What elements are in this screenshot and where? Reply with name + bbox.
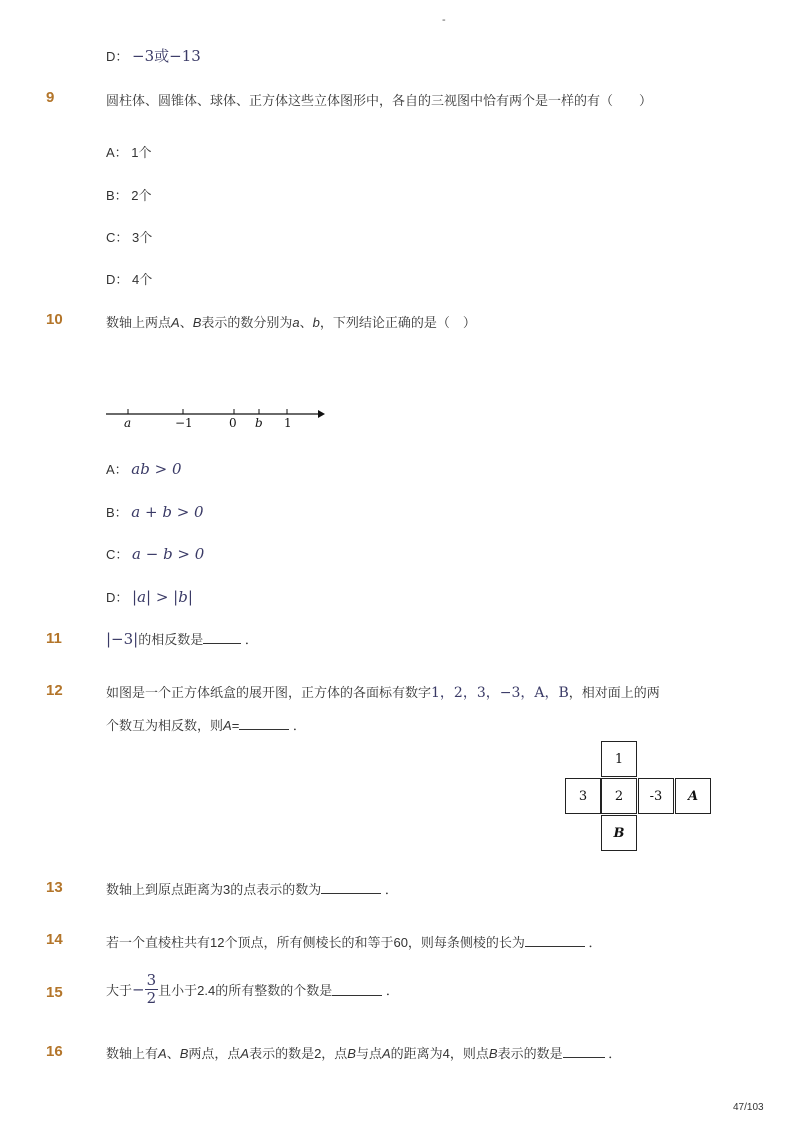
variable: b (312, 315, 320, 330)
option-value: ab > 0 (131, 460, 182, 478)
text-segment: ，下列结论正确的是（ ） (319, 315, 476, 330)
question-text-line2 (106, 715, 306, 734)
question-text (106, 1043, 621, 1062)
question-number: 13 (46, 879, 63, 896)
text-segment: 大于 (106, 983, 133, 998)
q10-option-a[interactable] (106, 459, 182, 478)
label-1: 1 (284, 416, 292, 430)
answer-blank[interactable] (203, 631, 241, 644)
text-segment: 表示的数是 (497, 1046, 563, 1061)
net-face-bottom: B (601, 815, 637, 851)
net-face-center: 2 (601, 778, 637, 814)
text-segment: ． (292, 718, 306, 733)
option-value: a + b > 0 (131, 503, 204, 521)
net-face-top: 1 (601, 741, 637, 777)
option-label: A： (106, 145, 128, 160)
option-value: 2个 (131, 188, 152, 203)
fraction-denominator: 2 (146, 989, 157, 1007)
label-a: a (124, 416, 132, 430)
question-text (106, 312, 476, 331)
text-segment: 、 (299, 315, 313, 330)
question-number: 16 (46, 1043, 63, 1060)
text-segment: 数轴上两点 (106, 315, 172, 330)
q10-option-d[interactable] (106, 587, 193, 606)
text-segment: 表示的数分别为 (201, 315, 293, 330)
number-line-figure (104, 400, 326, 432)
text-segment: 的相反数是 (138, 632, 204, 647)
net-face-right1: -3 (638, 778, 674, 814)
option-label: C： (106, 547, 129, 562)
arrow-icon (318, 410, 325, 418)
question-number: 15 (46, 984, 63, 1001)
math-expression: |−3| (106, 630, 139, 648)
variable: A (171, 315, 180, 330)
option-value: |a| > |b| (132, 588, 193, 606)
text-segment: 与点 (355, 1046, 382, 1061)
variable: B (192, 315, 202, 330)
text-segment: 两点，点 (188, 1046, 241, 1061)
option-label: B： (106, 505, 128, 520)
header-mark: - (442, 14, 446, 26)
text-segment: 数轴上有 (106, 1046, 159, 1061)
fraction (145, 972, 159, 1007)
question-number: 12 (46, 682, 63, 699)
option-label: A： (106, 462, 128, 477)
option-value: −3或−13 (132, 47, 201, 65)
cube-net-figure (565, 741, 713, 852)
q9-option-d[interactable] (106, 269, 152, 288)
text-segment: 的距离为4，则点 (390, 1046, 489, 1061)
variable: A (240, 1046, 250, 1061)
question-number: 10 (46, 311, 63, 328)
question-text (106, 972, 399, 1007)
variable: A (223, 718, 232, 733)
label-0: 0 (229, 416, 237, 430)
page-number: 47/103 (733, 1102, 764, 1113)
text-segment: ． (608, 1046, 622, 1061)
answer-blank[interactable] (239, 717, 289, 730)
question-text (106, 879, 398, 898)
text-segment: 如图是一个正方体纸盒的展开图，正方体的各面标有数字 (106, 685, 432, 700)
option-value: 3个 (132, 230, 153, 245)
q9-option-b[interactable] (106, 185, 152, 204)
text-segment: = (231, 718, 240, 733)
question-number: 11 (46, 630, 62, 647)
question-text (106, 629, 258, 648)
text-segment: 、 (166, 1046, 180, 1061)
label-b: b (255, 416, 263, 430)
net-face-left: 3 (565, 778, 601, 814)
question-text (106, 932, 602, 951)
text-segment: ． (385, 983, 399, 998)
q10-option-b[interactable] (106, 502, 204, 521)
text-segment: ． (588, 935, 602, 950)
variable: A (158, 1046, 167, 1061)
text-segment: 且小于2.4的所有整数的个数是 (158, 983, 333, 998)
option-value: 1个 (131, 145, 152, 160)
question-text-line1 (106, 682, 660, 702)
answer-blank[interactable] (563, 1045, 605, 1058)
text-segment: 个数互为相反数，则 (106, 718, 224, 733)
text-segment: 若一个直棱柱共有12个顶点，所有侧棱长的和等于60，则每条侧棱的长为 (106, 935, 525, 950)
q9-option-c[interactable] (106, 227, 152, 246)
text-segment: ． (384, 882, 398, 897)
option-label: C： (106, 230, 129, 245)
text-segment: ，相对面上的两 (568, 685, 660, 700)
text-segment: ． (244, 632, 258, 647)
option-label: B： (106, 188, 128, 203)
variable: B (179, 1046, 189, 1061)
variable: B (347, 1046, 356, 1061)
question-number: 14 (46, 931, 63, 948)
question-text: 圆柱体、圆锥体、球体、正方体这些立体图形中，各自的三视图中恰有两个是一样的有（ ） (106, 93, 653, 108)
net-face-right2: A (675, 778, 711, 814)
minus-sign: − (132, 980, 145, 999)
q10-option-c[interactable] (106, 544, 204, 563)
variable: A (381, 1046, 391, 1061)
question-number: 9 (46, 89, 55, 106)
option-label: D： (106, 272, 129, 287)
fraction-numerator: 3 (146, 971, 157, 989)
answer-blank[interactable] (525, 934, 585, 947)
text-segment: 表示的数是2，点 (249, 1046, 348, 1061)
variable: a (292, 315, 300, 330)
answer-blank[interactable] (321, 881, 381, 894)
text-segment: 数轴上到原点距离为3的点表示的数为 (106, 882, 322, 897)
option-value: 4个 (132, 272, 153, 287)
answer-blank[interactable] (332, 983, 382, 996)
option-label: D： (106, 49, 129, 64)
variable: B (488, 1046, 498, 1061)
option-value: a − b > 0 (132, 545, 205, 563)
q9-option-a[interactable] (106, 142, 152, 161)
q8-option-d[interactable] (106, 45, 201, 66)
text-segment: 、 (179, 315, 193, 330)
label-neg1: −1 (175, 416, 193, 430)
math-expression: 1，2，3，−3，A，B (431, 685, 569, 701)
option-label: D： (106, 590, 129, 605)
